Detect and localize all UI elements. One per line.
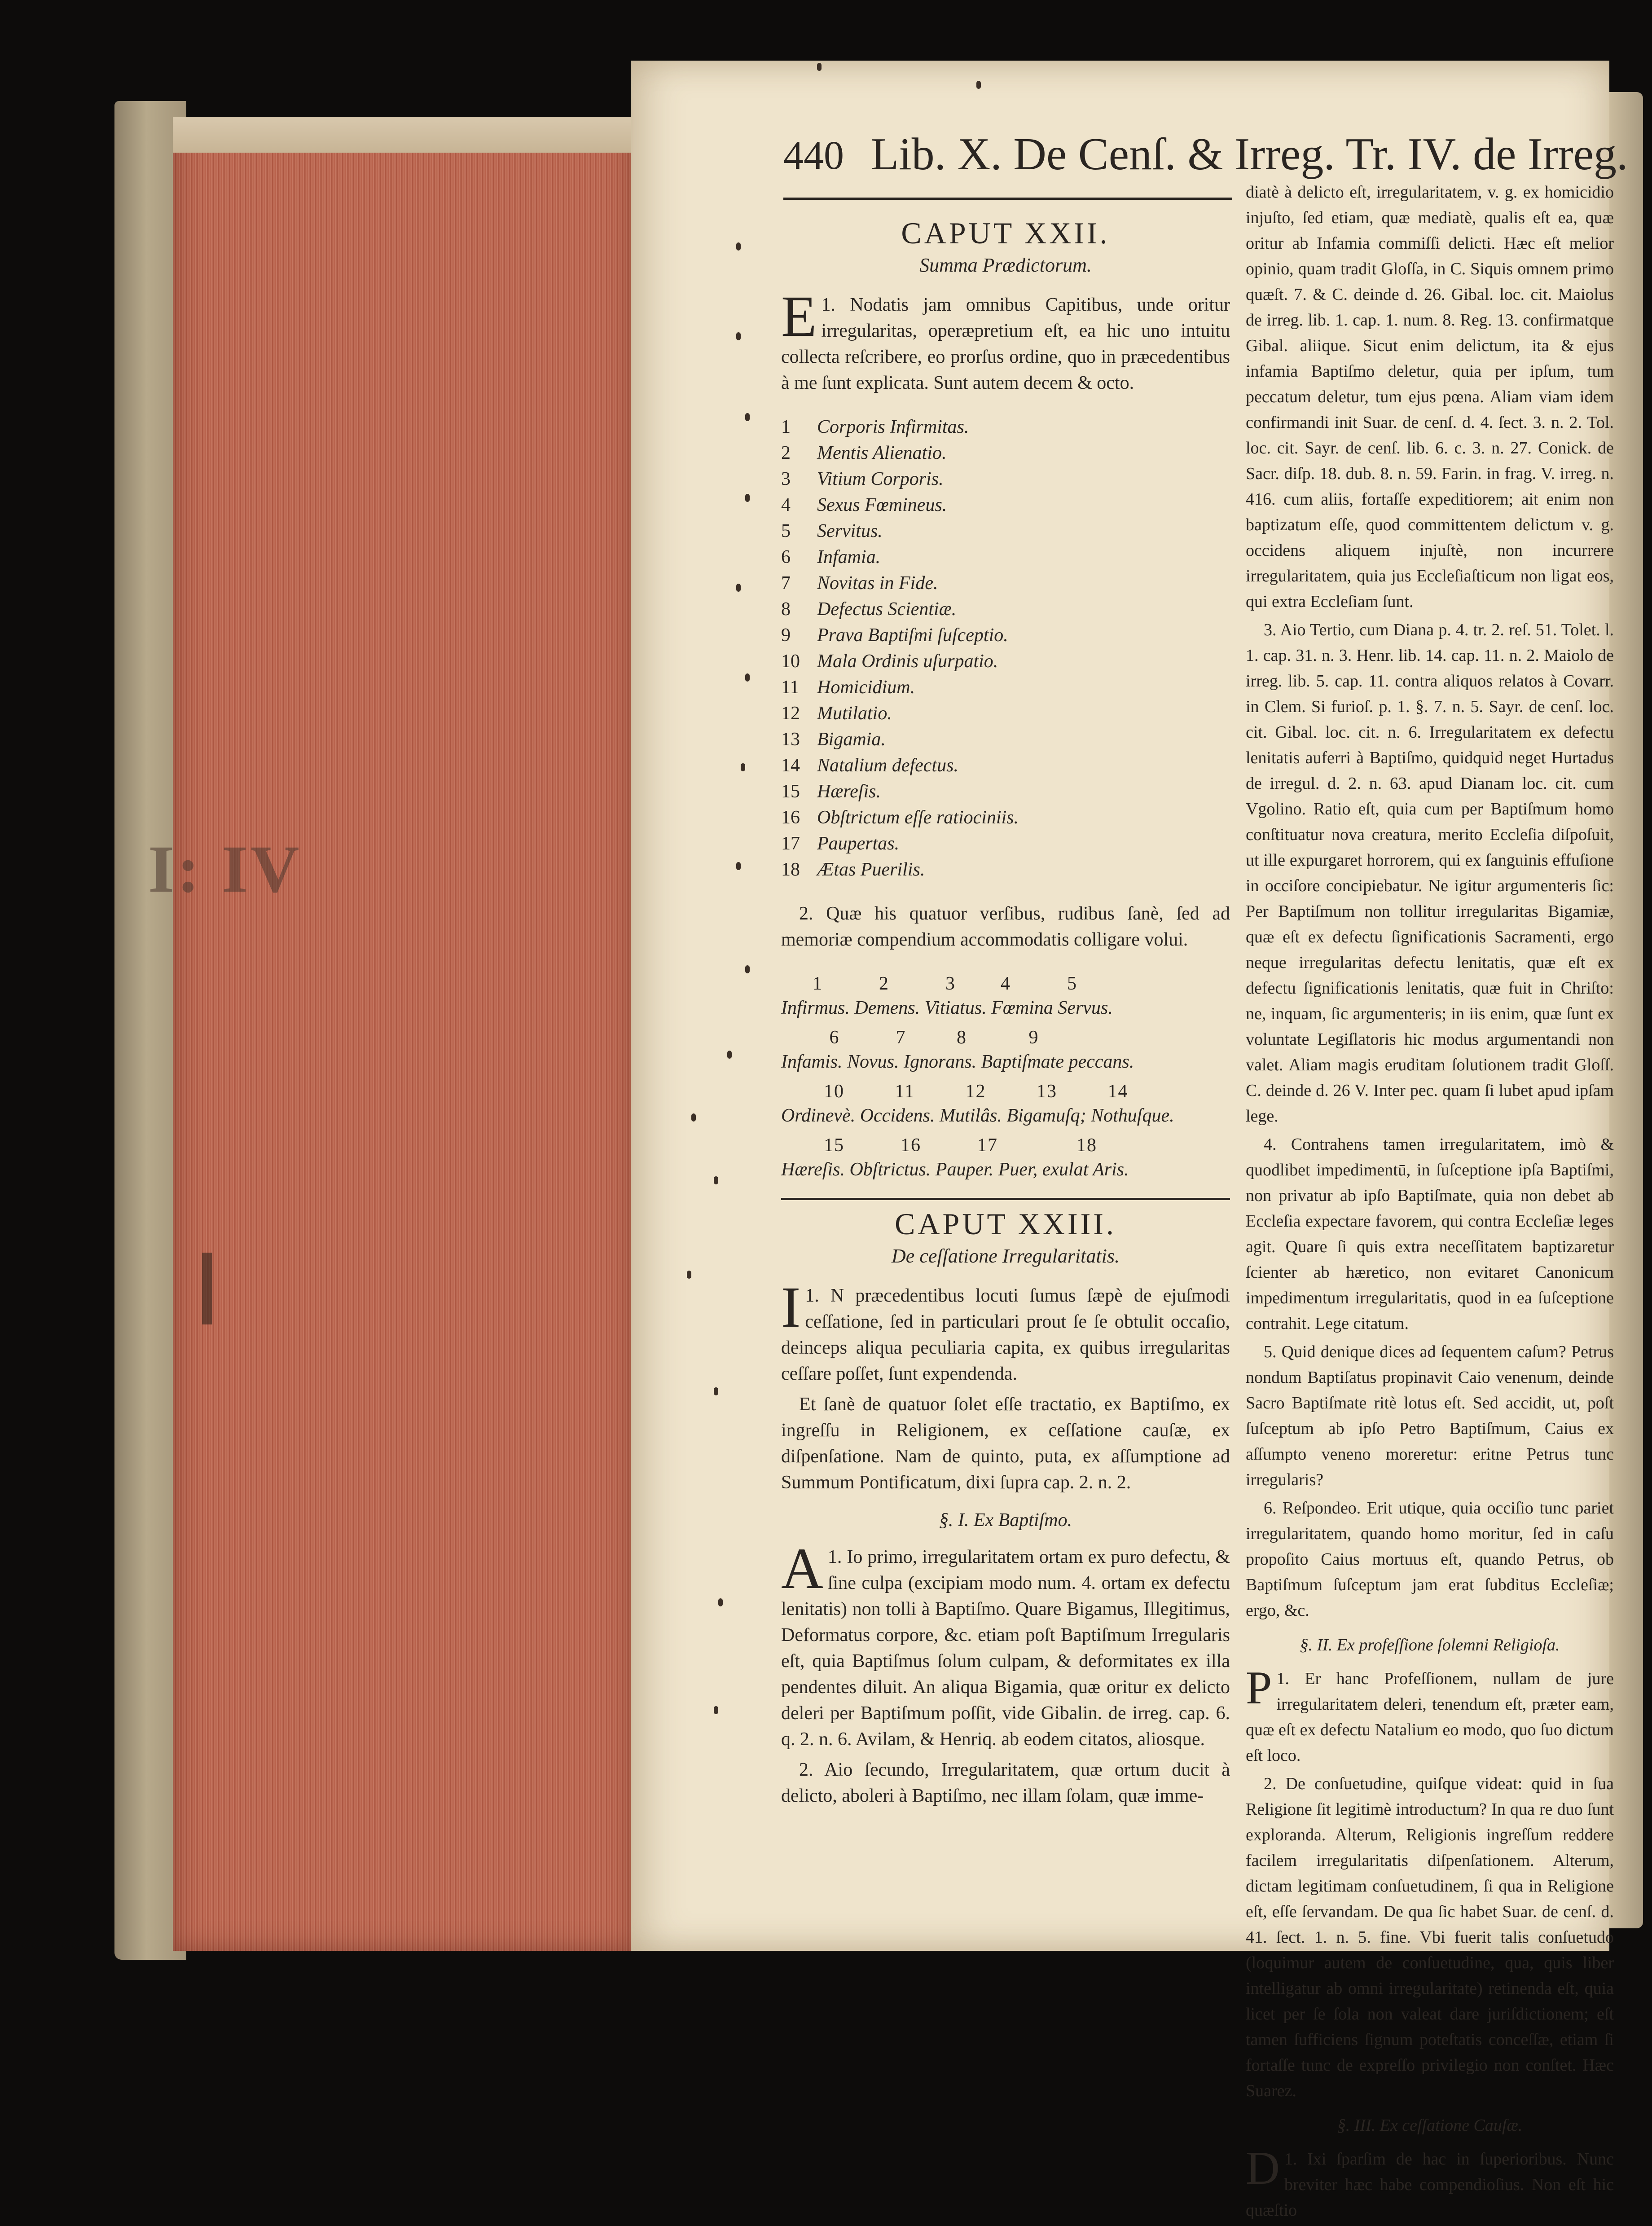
paragraph-text: Ixi ſparſim de hac in ſuperioribus. Nunc breviter hæc habe compendioſius. Non eſt hic quæſtio: [1246, 2150, 1614, 2220]
wormhole: [687, 1271, 691, 1279]
list-number: 12: [781, 703, 800, 724]
wormhole: [976, 81, 981, 89]
list-number: 7: [781, 573, 791, 594]
list-item: [781, 805, 1230, 831]
paragraph-number: 1.: [827, 1547, 842, 1567]
running-head: Lib. X. De Cenſ. & Irreg. Tr. IV. de Irreg.: [871, 129, 1628, 180]
list-number: 3: [781, 469, 791, 489]
paragraph-number: 1.: [805, 1285, 819, 1306]
drop-cap: D: [1246, 2142, 1280, 2194]
verse-numbers: 15 16 17 18: [813, 1135, 1097, 1156]
list-item: [781, 440, 1230, 466]
list-text: Hæreſis.: [817, 781, 881, 802]
list-number: 10: [781, 651, 800, 672]
list-text: Sexus Fœmineus.: [817, 495, 947, 515]
list-number: 14: [781, 755, 800, 776]
drop-cap: A: [781, 1536, 823, 1601]
list-item: [781, 544, 1230, 570]
verse-numbers: 1 2 3 4 5: [813, 973, 1077, 994]
section-heading: §. I. Ex Baptiſmo.: [939, 1510, 1072, 1531]
right-paragraph-1: diatè à delicto eſt, irregularitatem, v. g. ex homicidio injuſto, ſed etiam, quæ mediatè, qualis eſt ea, quæ oritur ab Infamia commiſſi delicti. Hæc eſt melior opinio, quam tradit Gloſſa, in C. Siquis omnem primo quæſt. 7. & C. deinde d. 26. Gibal. loc. cit. Maiolus de irreg. lib. 1. cap. 1. num. 8. Reg. 13. confirmatque Gibal. aliique. Sicut enim delictum, ita & ejus infamia Baptiſmo deletur, quia per ipſum, tum peccatum deletur, tum ejus pœna. Aliam viam idem confirmandi init Suar. de cenſ. d. 4. ſect. 3. n. 2. Tol. loc. cit. Sayr. de cenſ. lib. 6. c. 3. n. 27. Conick. de Sacr. diſp. 18. dub. 8. n. 59. Farin. in frag. V. irreg. n. 416. cum aliis, fortaſſe expeditiorem; ait enim non baptizatum eſſe, quod committentem delictum v. g. occidens aliquem injuſtè, non incurrere irregularitatem, quia jus Eccleſiaſticum non ligat eos, qui extra Eccleſiam ſunt.: [1246, 183, 1614, 611]
chapter-22-subtitle: Summa Prædictorum.: [919, 254, 1092, 276]
wormhole: [817, 63, 822, 71]
verse-line: Hæreſis. Obſtrictus. Pauper. Puer, exulat Aris.: [781, 1159, 1129, 1180]
list-text: Mentis Alienatio.: [817, 443, 947, 463]
list-number: 5: [781, 521, 791, 541]
drop-cap: P: [1246, 1661, 1272, 1714]
list-text: Novitas in Fide.: [817, 573, 938, 594]
chapter-23-title: CAPUT XXIII.: [895, 1207, 1116, 1241]
list-number: 17: [781, 833, 800, 854]
list-text: Mutilatio.: [817, 703, 892, 724]
paragraph-text: N præcedentibus locuti ſumus ſæpè de ejuſmodi ceſſatione, ſed in particulari prout ſe ſe obtulit occaſio, deinceps aliqua peculiaria capita, ex quibus irregularitas ceſſare poſſet, ſunt expendenda.: [781, 1285, 1230, 1384]
list-text: Servitus.: [817, 521, 883, 541]
list-number: 2: [781, 443, 791, 463]
irregularity-list: [781, 414, 1230, 883]
page-number: 440: [783, 133, 844, 178]
section-2-paragraph-2: 2. De conſuetudine, quiſque videat: quid in ſua Religione ſit legitimè introductum? In qua re duo ſunt exploranda. Alterum, Religionis ingreſſum reddere facilem irregularitatis diſpenſationem. Alterum, dictam legitimam conſuetudinem, ſi qua in Religione eſt, eſſe ſervandam. De qua ſic habet Suar. de cenſ. d. 41. ſect. 1. n. 5. fine. Vbi fuerit talis conſuetudo (loquimur autem de conſuetudine, qua, quis liber intelligatur ab omni irregularitate) retinenda eſt, quia licet per ſe ſola non valeat dare juriſdictionem; eſt tamen ſufficiens ſignum poteſtatis conceſſæ, etiam ſi fortaſſe tunc de expreſſo privilegio non conſtet. Hæc Suarez.: [1246, 1774, 1614, 2100]
section-heading: §. III. Ex ceſſatione Cauſæ.: [1337, 2116, 1523, 2135]
list-item: [781, 492, 1230, 518]
list-number: 1: [781, 417, 791, 437]
list-number: 15: [781, 781, 800, 802]
list-item: [781, 700, 1230, 726]
list-item: [781, 648, 1230, 674]
mnemonic-verses: [781, 971, 1230, 1186]
list-text: Paupertas.: [817, 833, 900, 854]
left-column: [781, 211, 1230, 1813]
wormhole: [691, 1113, 696, 1122]
section-heading: §. II. Ex profeſſione ſolemni Religioſa.: [1300, 1636, 1560, 1654]
wormhole: [745, 413, 750, 421]
verse-numbers: 6 7 8 9: [813, 1027, 1039, 1048]
paragraph-number: 1.: [1284, 2150, 1297, 2169]
list-item: [781, 466, 1230, 492]
spine-label: I: IV: [148, 832, 302, 906]
right-paragraph-2: 3. Aio Tertio, cum Diana p. 4. tr. 2. reſ. 51. Tolet. l. 1. cap. 31. n. 3. Henr. lib. 14. cap. 11. n. 2. Maiolo de irreg. lib. 5. cap. 11. contra aliquos relatos à Covarr. in Clem. Si furioſ. p. 1. §. 7. n. 5. Sayr. de cenſ. loc. cit. Gibal. loc. cit. n. 6. Irregularitatem ex defectu lenitatis auferri à Baptiſmo, quidquid neget Hurtadus de irregul. d. 2. n. 63. apud Dianam loc. cit. cum Vgolino. Ratio eſt, quia cum per Baptiſmum homo conſtituatur nova creatura, merito Eccleſia diſpoſuit, ut ille expurgaret horrorem, qui ex ſanguinis effuſione in occiſore concipiebatur. Ne igitur argumenteris ſic: Per Baptiſmum non tollitur irregularitas Bigamiæ, quæ eſt ex defectu ſignificationis Sacramenti, ergo neque irregularitas defectu lenitatis, quæ eſt ex defectu ſignificationis lenitatis, quæ fuit in Chriſto: ne, inquam, ſic argumenteris; in iis enim, quæ ſunt ex voluntate Legiſlatoris hic modus argumentandi non valet. Aliam magis eruditam ſolutionem tradit Gloſſ. C. deinde d. 26 V. Inter pec. quam ſi lubet apud ipſam lege.: [1246, 620, 1614, 1126]
chapter-23-paragraph-1: [781, 1275, 1230, 1387]
section-1-paragraph-2: 2. Aio ſecundo, Irregularitatem, quæ ortum ducit à delicto, aboleri à Baptiſmo, nec illam ſolam, quæ imme-: [781, 1760, 1230, 1806]
list-text: Natalium defectus.: [817, 755, 958, 776]
drop-cap: I: [781, 1275, 801, 1340]
list-item: [781, 622, 1230, 648]
list-text: Obſtrictum eſſe ratiociniis.: [817, 807, 1019, 828]
verse-numbers: 10 11 12 13 14: [813, 1081, 1129, 1102]
wormhole: [714, 1387, 718, 1395]
wormhole: [714, 1706, 718, 1714]
wormhole: [727, 1051, 732, 1059]
verse-line: Infirmus. Demens. Vitiatus. Fœmina Servus.: [781, 998, 1113, 1018]
list-item: [781, 674, 1230, 700]
paragraph-text: Io primo, irregularitatem ortam ex puro defectu, & ſine culpa (excipiam modo num. 4. ortam ex defectu lenitatis) non tolli à Baptiſmo. Quare Bigamus, Illegitimus, Deformatus corpore, &c. etiam poſt Baptiſmum Irregularis eſt, quia Baptiſmus ſolum culpam, & deformitates ex illa pendentes diluit. An aliqua Bigamia, quæ oritur ex delicto deleri per Baptiſmum poſſit, vide Gibalin. de irreg. cap. 6. q. 2. n. 6. Avilam, & Henriq. ab eodem citatos, aliosque.: [781, 1547, 1230, 1750]
list-item: [781, 752, 1230, 779]
header-rule: [783, 198, 1232, 200]
list-text: Corporis Infirmitas.: [817, 417, 969, 437]
wormhole: [736, 584, 741, 592]
list-number: 4: [781, 495, 791, 515]
drop-cap: E: [781, 284, 817, 349]
chapter-22-paragraph-1: [781, 284, 1230, 396]
section-3-paragraph-1: [1246, 2142, 1614, 2223]
wormhole: [736, 242, 741, 251]
paragraph-number: 1.: [821, 295, 835, 315]
list-text: Homicidium.: [817, 677, 915, 698]
list-number: 18: [781, 859, 800, 880]
section-2-paragraph-1: [1246, 1661, 1614, 1768]
list-text: Ætas Puerilis.: [817, 859, 925, 880]
wormhole: [745, 673, 750, 682]
verse-line: Ordinevè. Occidens. Mutilâs. Bigamuſq; Nothuſque.: [781, 1105, 1174, 1126]
chapter-22-title: CAPUT XXII.: [901, 216, 1110, 250]
list-text: Infamia.: [817, 547, 881, 567]
list-text: Defectus Scientiæ.: [817, 599, 957, 620]
wormhole: [714, 1176, 718, 1184]
list-number: 6: [781, 547, 791, 567]
list-text: Vitium Corporis.: [817, 469, 944, 489]
wormhole: [745, 494, 750, 502]
list-item: [781, 570, 1230, 596]
paragraph-text: Er hanc Profeſſionem, nullam de jure irregularitatem deleri, tenendum eſt, præter eam, quæ eſt ex defectu Natalium eo modo, quo ſuo dictum eſt loco.: [1246, 1669, 1614, 1765]
chapter-rule: [781, 1198, 1230, 1200]
list-number: 11: [781, 677, 800, 698]
list-text: Bigamia.: [817, 729, 886, 750]
section-1-paragraph-1: [781, 1536, 1230, 1752]
right-paragraph-5: 6. Reſpondeo. Erit utique, quia occiſio tunc pariet irregularitatem, quando homo moritur, ſed in caſu propoſito Caius mortuus eſt, quando Petrus, ob Baptiſmum ſuſceptum jam erat ſubditus Eccleſiæ; ergo, &c.: [1246, 1499, 1614, 1620]
wormhole: [741, 763, 745, 771]
list-item: [781, 518, 1230, 544]
wormhole: [736, 332, 741, 340]
list-number: 9: [781, 625, 791, 646]
next-page-edge: [1609, 92, 1643, 1928]
page-edges: [173, 117, 635, 1951]
list-item: [781, 857, 1230, 883]
edge-mark: [202, 1253, 212, 1324]
list-text: Mala Ordinis uſurpatio.: [817, 651, 998, 672]
list-item: [781, 779, 1230, 805]
wormhole: [745, 965, 750, 973]
paragraph-number: 1.: [1276, 1669, 1289, 1688]
chapter-23-subtitle: De ceſſatione Irregularitatis.: [892, 1245, 1120, 1267]
verse-line: Infamis. Novus. Ignorans. Baptiſmate peccans.: [781, 1051, 1134, 1072]
list-number: 16: [781, 807, 800, 828]
chapter-23-paragraph-2: Et ſanè de quatuor ſolet eſſe tractatio, ex Baptiſmo, ex ingreſſu in Religionem, ex ceſſatione cauſæ, ex diſpenſatione. Nam de quinto, puta, ex aſſumptione ad Summum Pontificatum, dixi ſupra cap. 2. n. 2.: [781, 1394, 1230, 1493]
wormhole: [718, 1598, 723, 1606]
list-item: [781, 596, 1230, 622]
list-item: [781, 726, 1230, 752]
list-text: Prava Baptiſmi ſuſceptio.: [817, 625, 1008, 646]
list-item: [781, 831, 1230, 857]
list-item: [781, 414, 1230, 440]
paragraph-text: Nodatis jam omnibus Capitibus, unde oritur irregularitas, operæpretium eſt, ea hic uno intuitu collecta reſcribere, eo prorſus ordine, quo in præcedentibus à me ſunt explicata. Sunt autem decem & octo.: [781, 295, 1230, 393]
right-column: [1246, 180, 1614, 2226]
list-number: 13: [781, 729, 800, 750]
right-paragraph-4: 5. Quid denique dices ad ſequentem caſum? Petrus nondum Baptiſatus propinavit Caio venenum, deinde Sacro Baptiſmate ritè lotus eſt. Sed accidit, ut, poſt ſuſceptum ab ipſo Petro Baptiſmum, Caius ex aſſumpto veneno moreretur: eritne Petrus tunc irregularis?: [1246, 1342, 1614, 1489]
chapter-22-paragraph-2: 2. Quæ his quatuor verſibus, rudibus ſanè, ſed ad memoriæ compendium accommodatis colligare volui.: [781, 903, 1230, 950]
list-number: 8: [781, 599, 791, 620]
right-paragraph-3: 4. Contrahens tamen irregularitatem, imò & quodlibet impedimentū, in ſuſceptione ipſa Baptiſmi, non privatur ab ipſo Baptiſmate, quia non debet ab Eccleſia expectare favorem, qui contra Eccleſiæ leges agit. Quare ſi quis extra neceſſitatem baptizaretur ſcienter ab hæretico, non evitaret Canonicum impedimentum irregularitatis, quod in ea ſuſceptione contrahit. Lege citatum.: [1246, 1135, 1614, 1333]
wormhole: [736, 862, 741, 870]
